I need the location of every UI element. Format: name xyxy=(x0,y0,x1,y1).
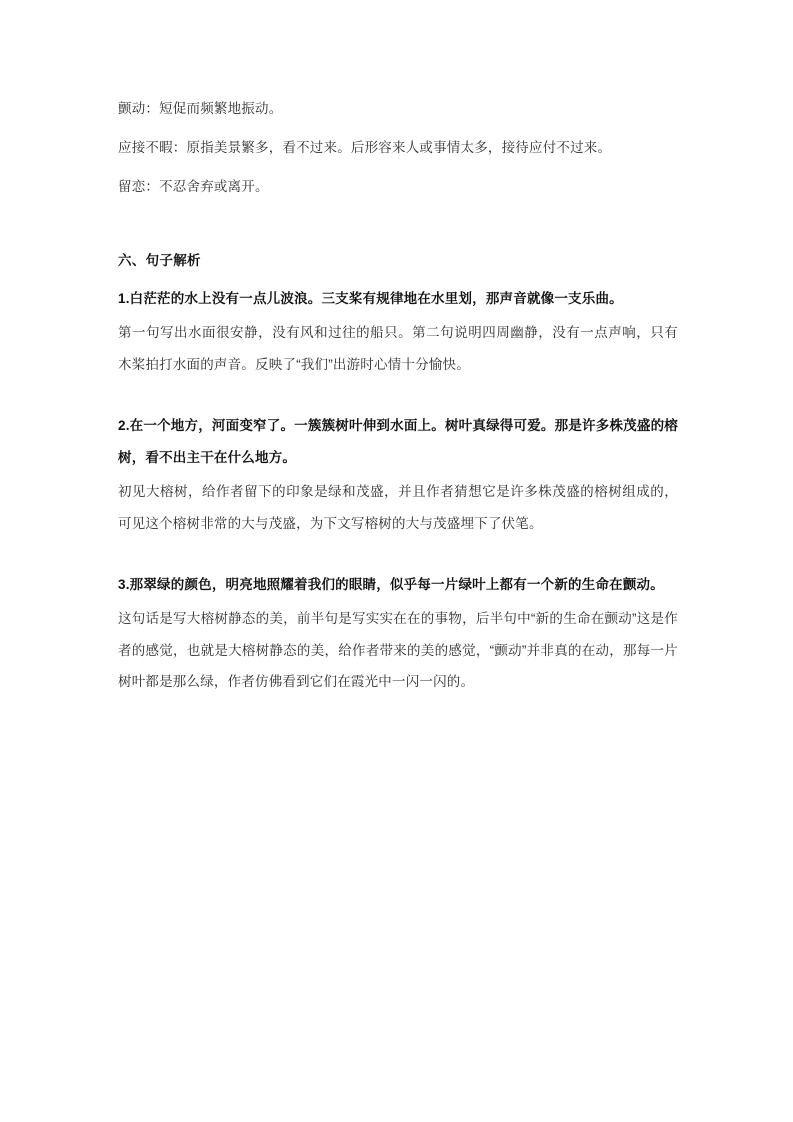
section-heading: 六、句子解析 xyxy=(118,253,201,269)
sentence-analysis-item xyxy=(118,283,678,380)
sentence-quote: 3.那翠绿的颜色，明亮地照耀着我们的眼睛，似乎每一片绿叶上都有一个新的生命在颤动。 xyxy=(118,577,664,593)
vocabulary-list xyxy=(118,92,678,203)
sentence-explanation: 初见大榕树，给作者留下的印象是绿和茂盛，并且作者猜想它是许多株茂盛的榕树组成的，可见这个榕树非常的大与茂盛，为下文写榕树的大与茂盛埋下了伏笔。 xyxy=(118,483,678,531)
sentence-analysis-item xyxy=(118,410,678,539)
sentence-analysis-item xyxy=(118,569,678,698)
section-spacer xyxy=(118,209,678,249)
vocabulary-entry: 应接不暇：原指美景繁多，看不过来。后形容来人或事情太多，接待应付不过来。 xyxy=(118,140,612,156)
vocabulary-entry: 留恋：不忍舍弃或离开。 xyxy=(118,179,269,195)
sentence-explanation: 第一句写出水面很安静，没有风和过往的船只。第二句说明四周幽静，没有一点声响，只有木桨拍打水面的声音。反映了“我们”出游时心情十分愉快。 xyxy=(118,324,678,372)
document-content xyxy=(118,92,678,698)
vocabulary-entry: 颤动：短促而频繁地振动。 xyxy=(118,101,283,116)
sentence-explanation: 这句话是写大榕树静态的美，前半句是写实实在在的事物，后半句中“新的生命在颤动”这是作者的感觉，也就是大榕树静态的美，给作者带来的美的感觉，“颤动”并非真的在动，那每一片树叶都是那么绿，作者仿佛看到它们在霞光中一闪一闪的。 xyxy=(118,610,678,690)
sentence-quote: 2.在一个地方，河面变窄了。一簇簇树叶伸到水面上。树叶真绿得可爱。那是许多株茂盛的榕树，看不出主干在什么地方。 xyxy=(118,418,678,466)
sentence-quote: 1.白茫茫的水上没有一点儿波浪。三支桨有规律地在水里划，那声音就像一支乐曲。 xyxy=(118,291,623,307)
